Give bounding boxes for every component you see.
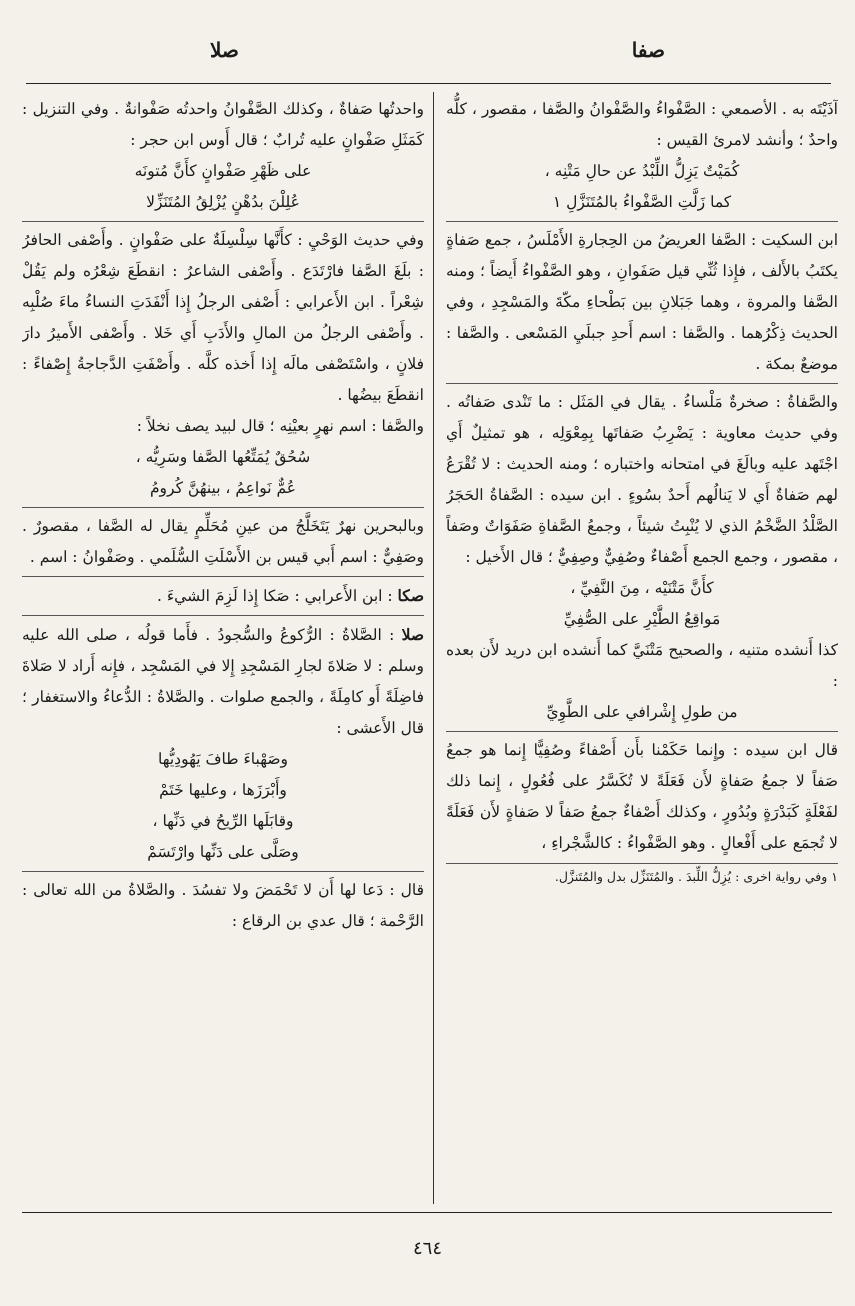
- separator: [446, 383, 838, 384]
- running-head-right: صفا: [631, 38, 665, 62]
- paragraph: ابن السكيت : الصَّفا العريضُ من الحِجارةِ الأَمْلَسُ ، جمع صَفاةٍ يكتَبُ بالأَلف ، فإِذا ثُنِّي قيل صَفَوانِ ، وهو الصَّفْواءُ أَيضاً ؛ ومنه الصَّفا والمروة ، وهما جَبَلانِ بين بَطْحاءِ مكّةَ والمَسْجِدِ ، وفي الحديث ذِكْرُهما . والصَّفا : اسم أَحدِ جبلَيِ المَسْعى . والصَّفا : موضعٌ بمكة .: [446, 231, 838, 373]
- separator: [22, 871, 424, 872]
- separator: [22, 576, 424, 577]
- verse: [22, 806, 424, 868]
- left-column: [22, 92, 424, 1204]
- verse-line: عُمٌّ نَواعِمُ ، بينهُنَّ كُرومُ: [149, 479, 297, 497]
- verse-line: مَواقِعُ الطَّيْرِ على الصُّفِيِّ: [563, 610, 721, 628]
- verse-line: كُمَيْتٌ يَزِلُّ اللِّبْدُ عن حالِ مَتْنِه ،: [544, 162, 740, 180]
- paragraph: وفي حديث الوَحْيِ : كأَنَّها سِلْسِلَةٌ على صَفْوانٍ . وأَصْفى الحافرُ : بلَغَ الصَّفا فارْتَدَع . وأَصْفى الشاعرُ : انقطَعَ شِعْرُه ولم يَقُلْ شِعْراً . ابن الأَعرابي : أَصْفى الرجلُ إِذا أَنْفَدَتِ النساءُ ماءَ صُلْبِه . وأَصْفى الرجلُ من المالِ والأَدَبِ أَي خَلا . وأَصْفى الأَميرُ دارَ فلانٍ ، واسْتَصْفى مالَه إِذا أَخذه كلَّه . وأَصْفَتِ الدَّجاجةُ إِصْفاءً : انقطَعَ بيضُها .: [22, 231, 424, 404]
- verse: [22, 744, 424, 806]
- entry-headword: صلا: [401, 625, 424, 644]
- footnote: ١ وفي رواية اخرى : يُزِلُّ اللِّبدَ . والمُتَنَزِّل بدل والمُتَنزَّل.: [446, 863, 838, 888]
- verse-line: وأَبْرَزَها ، وعليها خَتَمْ: [159, 781, 287, 799]
- column-divider: [433, 92, 434, 1204]
- entry-sakā: [22, 580, 424, 612]
- paragraph: والصَّفا : اسم نهرٍ بعيْنِه ؛ قال لبيد يصف نخلاً :: [136, 417, 424, 435]
- verse-line: من طولِ إِشْرافي على الطَّوِيِّ: [546, 703, 738, 721]
- bottom-rule: [22, 1212, 832, 1213]
- separator: [446, 221, 838, 222]
- entry-body: : الصَّلاةُ : الرُّكوعُ والسُّجودُ . فأَما قولُه ، صلى الله عليه وسلم : لا صَلاةَ لجارِ المَسْجِدِ إِلا في المَسْجِد ، فإِنه أَراد لا صَلاةَ فاضِلَةً أَو كامِلَةً ، والجمع صلوات . والصَّلاةُ : الدُّعاءُ والاستغفار ؛ قال الأَعشى :: [22, 626, 424, 737]
- verse: [446, 573, 838, 635]
- verse: [446, 156, 838, 218]
- verse: [446, 697, 838, 728]
- running-head-left: صلا: [210, 38, 239, 62]
- paragraph: واحدتُها صَفاةٌ ، وكذلك الصَّفْوانُ واحدتُه صَفْوانةٌ . وفي التنزيل : كَمَثَلِ صَفْوانٍ عليه تُرابٌ ؛ قال أَوس ابن حجر :: [22, 100, 424, 149]
- verse-line: وصَلَّى على دَنِّها وارْتَسَمْ: [147, 843, 299, 861]
- separator: [22, 221, 424, 222]
- verse-line: كما زَلَّتِ الصَّفْواءُ بالمُتَنَزَّلِ ١: [552, 193, 732, 211]
- entry-salā: [22, 619, 424, 744]
- separator: [22, 615, 424, 616]
- separator: [446, 731, 838, 732]
- verse-line: عُلِلْنَ بدُهْنٍ يُزْلِقُ المُتَنَزِّلا: [146, 193, 300, 211]
- paragraph: قال ابن سيده : وإِنما حَكَمْنا بأَن أَصْفاءً وصُفِيًّا إِنما هو جمعُ صَفاً لا جمعُ صَفاةٍ لأَن فَعَلَةً لا تُكَسَّرُ على فُعُولٍ ، إِنما ذلك لفَعْلَةٍ كَبَدْرَةٍ وبُدُورٍ ، وكذلك أَصْفاءٌ جمعُ صَفاً لا صَفاةٍ لأَن فَعَلَةً لا تُجمَع على أَفْعالٍ . وهو الصَّفْواءُ : كالشَّجْراءِ ،: [446, 741, 838, 852]
- right-column: [446, 92, 838, 1204]
- entry-headword: صكا: [397, 586, 424, 605]
- paragraph: قال : دَعا لها أَن لا تَحْمَضَ ولا تفسُدَ . والصَّلاةُ من الله تعالى : الرَّحْمة ؛ قال عدي بن الرقاع :: [22, 881, 424, 930]
- verse: [22, 156, 424, 218]
- verse-line: سُحُقٌ يُمَتِّعُها الصَّفا وسَرِيُّه ،: [135, 448, 311, 466]
- paragraph: وبالبحرين نهرٌ يَتَخَلَّجُ من عينِ مُحَلِّمٍ يقال له الصَّفا ، مقصورٌ . وصَفِيٌّ : اسم أَبي قيس بن الأَسْلَتِ السُّلَمي . وصَفْوانُ : اسم .: [22, 517, 424, 566]
- verse-line: على ظَهْرِ صَفْوانٍ كأَنَّ مُتونَه: [134, 162, 312, 180]
- paragraph: والصَّفاةُ : صخرةٌ مَلْساءُ . يقال في المَثَل : ما تَنْدى صَفاتُه . وفي حديث معاوية : يَضْرِبُ صَفاتَها بِمِعْوَلِه ، هو تمثيلٌ أَي اجْتَهد عليه وبالَغَ في امتحانه واختباره ؛ ومنه الحديث : لا تُقْرَعُ لهم صَفاةٌ أَي لا يَنالُهم أَحدٌ بسُوءٍ . ابن سيده : الصَّفاةُ الحَجَرُ الصَّلْدُ الضَّخْمُ الذي لا يُنْبِتُ شيئاً ، وجمعُ الصَّفاةِ صَفَوَاتٌ وصَفاً ، مقصور ، وجمع الجمع أَصْفاءٌ وصُفِيٌّ وصِفِيٌّ ؛ قال الأَخيل :: [446, 393, 838, 566]
- entry-body: : ابن الأَعرابي : صَكا إِذا لَزِمَ الشيءَ .: [157, 587, 398, 605]
- verse-line: وصَهْباءَ طافَ يَهُودِيُّها: [157, 750, 288, 768]
- top-rule: [26, 83, 831, 84]
- separator: [22, 507, 424, 508]
- paragraph: كذا أَنشده متنيه ، والصحيح مَتْنَيَّ كما أَنشده ابن دريد لأَن بعده :: [446, 641, 838, 690]
- page-number: ٤٦٤: [412, 1238, 442, 1259]
- paragraph: آذَيْتَه به . الأصمعي : الصَّفْواءُ والصَّفْوانُ والصَّفا ، مقصور ، كلُّه واحدٌ ؛ وأنشد لامرئ القيس :: [446, 100, 838, 149]
- verse-line: وقابَلَها الرِّيحُ في دَنِّها ،: [152, 812, 294, 830]
- verse: [22, 442, 424, 504]
- verse-line: كأَنَّ مَتْنَيْه ، مِنَ النَّفِيِّ ،: [570, 579, 714, 597]
